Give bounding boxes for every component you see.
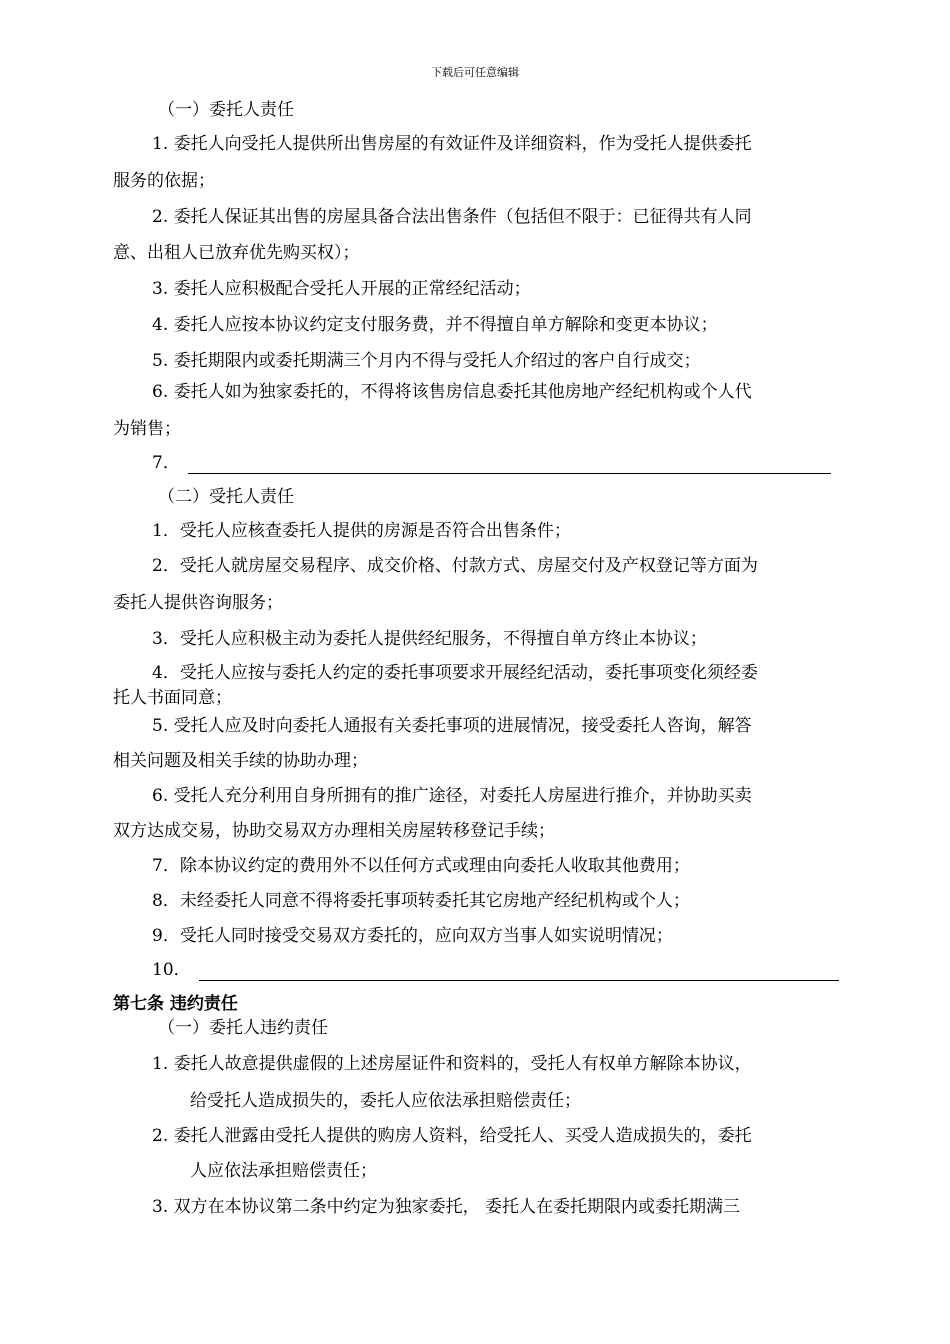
client-duties-heading: （一）委托人责任	[158, 100, 294, 120]
agent-duty-blank	[152, 959, 839, 981]
client-duty-line: 4. 委托人应按本协议约定支付服务费，并不得擅自单方解除和变更本协议；	[152, 315, 718, 335]
breach-clause-line: 人应依法承担赔偿责任；	[190, 1161, 377, 1181]
fill-in-underline[interactable]	[188, 457, 831, 474]
breach-clause-line: 1. 委托人故意提供虚假的上述房屋证件和资料的，受托人有权单方解除本协议，	[152, 1054, 752, 1074]
fill-in-underline[interactable]	[199, 964, 839, 981]
breach-clause-line: 3. 双方在本协议第二条中约定为独家委托， 委托人在委托期限内或委托期满三	[152, 1197, 741, 1217]
agent-duty-line: 9．受托人同时接受交易双方委托的，应向双方当事人如实说明情况；	[152, 926, 673, 946]
agent-duty-line: 5. 受托人应及时向委托人通报有关委托事项的进展情况，接受委托人咨询，解答	[152, 716, 752, 736]
client-duty-line: 2. 委托人保证其出售的房屋具备合法出售条件（包括但不限于：已征得共有人同	[152, 207, 752, 227]
breach-clause-line: 2. 委托人泄露由受托人提供的购房人资料，给受托人、买受人造成损失的，委托	[152, 1126, 752, 1146]
client-duty-line: 意、出租人已放弃优先购买权）；	[113, 243, 360, 263]
breach-client-heading: （一）委托人违约责任	[158, 1018, 328, 1038]
agent-duty-line: 相关问题及相关手续的协助办理；	[113, 751, 368, 771]
agent-duty-line: 1．受托人应核查委托人提供的房源是否符合出售条件；	[152, 521, 571, 541]
client-duty-line: 1. 委托人向受托人提供所出售房屋的有效证件及详细资料，作为受托人提供委托	[152, 134, 752, 154]
client-duty-blank	[152, 452, 831, 474]
agent-duty-line: 8．未经委托人同意不得将委托事项转委托其它房地产经纪机构或个人；	[152, 891, 690, 911]
article-7-title: 第七条 违约责任	[113, 994, 238, 1014]
client-duty-line: 3. 委托人应积极配合受托人开展的正常经纪活动；	[152, 279, 531, 299]
client-duty-line: 6. 委托人如为独家委托的，不得将该售房信息委托其他房地产经纪机构或个人代	[152, 382, 752, 402]
agent-duty-line: 2．受托人就房屋交易程序、成交价格、付款方式、房屋交付及产权登记等方面为	[152, 556, 758, 576]
agent-duty-line: 7．除本协议约定的费用外不以任何方式或理由向委托人收取其他费用；	[152, 856, 690, 876]
client-duty-line: 服务的依据；	[113, 171, 215, 191]
client-duty-line: 5. 委托期限内或委托期满三个月内不得与受托人介绍过的客户自行成交；	[152, 351, 701, 371]
agent-duty-line: 托人书面同意；	[113, 688, 232, 708]
agent-duty-line: 3．受托人应积极主动为委托人提供经纪服务，不得擅自单方终止本协议；	[152, 629, 707, 649]
agent-duties-heading: （二）受托人责任	[158, 487, 294, 507]
breach-clause-line: 给受托人造成损失的，委托人应依法承担赔偿责任；	[190, 1091, 581, 1111]
agent-duty-line: 4．受托人应按与委托人约定的委托事项要求开展经纪活动，委托事项变化须经委	[152, 663, 758, 683]
agent-duty-line: 6. 受托人充分利用自身所拥有的推广途径，对委托人房屋进行推介，并协助买卖	[152, 786, 752, 806]
blank-item-label: 7．	[152, 453, 180, 473]
agent-duty-line: 委托人提供咨询服务；	[113, 593, 283, 613]
page-header: 下载后可任意编辑	[431, 66, 519, 79]
blank-item-label: 10．	[152, 960, 191, 980]
agent-duty-line: 双方达成交易，协助交易双方办理相关房屋转移登记手续；	[113, 821, 555, 841]
client-duty-line: 为销售；	[113, 419, 181, 439]
